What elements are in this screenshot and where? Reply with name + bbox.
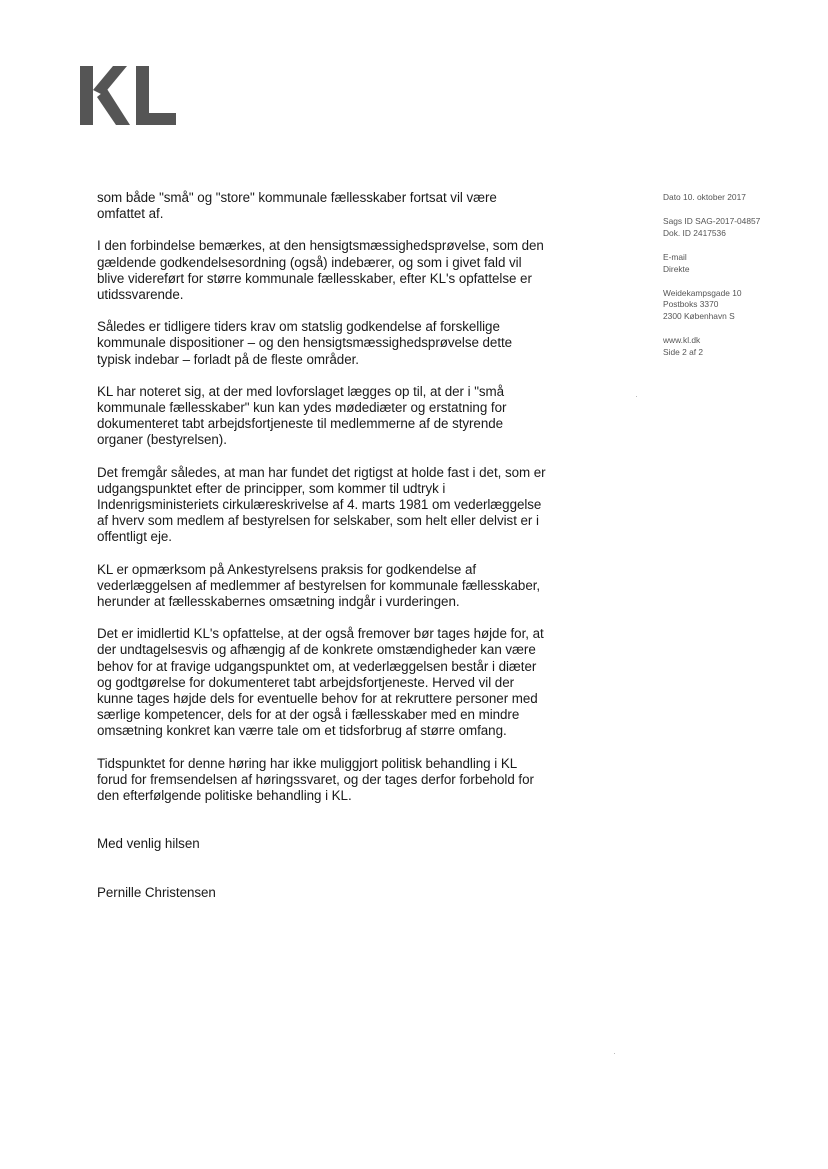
direct-phone-label: Direkte: [663, 263, 690, 274]
doc-id-row: [663, 228, 813, 240]
closing-greeting: Med venlig hilsen: [97, 836, 200, 852]
address-pobox: Postboks 3370: [663, 299, 719, 310]
case-id-label: Sags ID: [663, 215, 693, 226]
date-label: Dato: [663, 192, 681, 202]
letter-metadata: [663, 192, 813, 371]
website-link[interactable]: www.kl.dk: [663, 335, 701, 346]
paragraph: Det fremgår således, at man har fundet det rigtigst at holde fast i det, som er udgangspunktet efter de principper, som kommer til udtryk i Indenrigsministeriets cirkulæreskrivelse af 4. marts 1981 om vederlæggelse af hverv som medlem af bestyrelsen for selskaber, som helt eller delvist er i offentligt eje.: [97, 464, 546, 545]
paragraph: I den forbindelse bemærkes, at den hensigtsmæssighedsprøvelse, som den gældende godkendelsesordning (også) indebærer, og som i givet fald vil blive videreført for større kommunale fællesskaber, efter KL's opfattelse er utidssvarende.: [97, 238, 544, 303]
address-city: 2300 København S: [663, 311, 735, 322]
page-number: Side 2 af 2: [663, 347, 704, 358]
paragraph: Således er tidligere tiders krav om statslig godkendelse af forskellige kommunale dispositioner – og den hensigtsmæssighedsprøvelse dette typisk indebar – forladt på de fleste områder.: [97, 319, 513, 367]
letter-body: [97, 190, 547, 901]
case-id-row: [663, 216, 813, 228]
doc-id-value: 2417536: [693, 227, 726, 238]
case-id-value: SAG-2017-04857: [695, 215, 761, 226]
signature-name: Pernille Christensen: [97, 884, 216, 900]
date-row: [663, 192, 813, 204]
paragraph: Det er imidlertid KL's opfattelse, at der også fremover bør tages højde for, at der undtagelsesvis og afhængig af de konkrete omstændigheder kan være behov for at fravige udgangspunktet om, at vederlæggelsen består i diæter og godtgørelse for dokumenteret tabt arbejdsfortjeneste. Herved vil der kunne tages højde dels for eventuelle behov for at rekruttere personer med særlige kompetencer, dels for at der også i fællesskaber med en mindre omsætning konkret kan værre tale om et tidsforbrug af større omfang.: [97, 626, 544, 739]
paragraph: KL har noteret sig, at der med lovforslaget lægges op til, at der i "små kommunale fællesskaber" kun kan ydes mødediæter og erstatning for dokumenteret tabt arbejdsfortjeneste til medlemmerne af de styrende organer (bestyrelsen).: [97, 383, 507, 448]
scan-speck: [636, 396, 637, 397]
kl-logo: [80, 66, 176, 126]
paragraph: KL er opmærksom på Ankestyrelsens praksis for godkendelse af vederlæggelsen af medlemmer af bestyrelsen for kommunale fællesskaber, herunder at fællesskabernes omsætning indgår i vurderingen.: [97, 561, 541, 610]
date-value: 10. oktober 2017: [683, 192, 746, 202]
scan-speck: [614, 1053, 615, 1054]
paragraph: Tidspunktet for denne høring har ikke muliggjort politisk behandling i KL forud for fremsendelsen af høringssvaret, og der tages derfor forbehold for den efterfølgende politiske behandling i KL.: [97, 755, 534, 804]
email-label: E-mail: [663, 251, 687, 262]
doc-id-label: Dok. ID: [663, 227, 691, 238]
address-street: Weidekampsgade 10: [663, 287, 742, 298]
paragraph: som både "små" og "store" kommunale fællesskaber fortsat vil være omfattet af.: [97, 190, 497, 222]
